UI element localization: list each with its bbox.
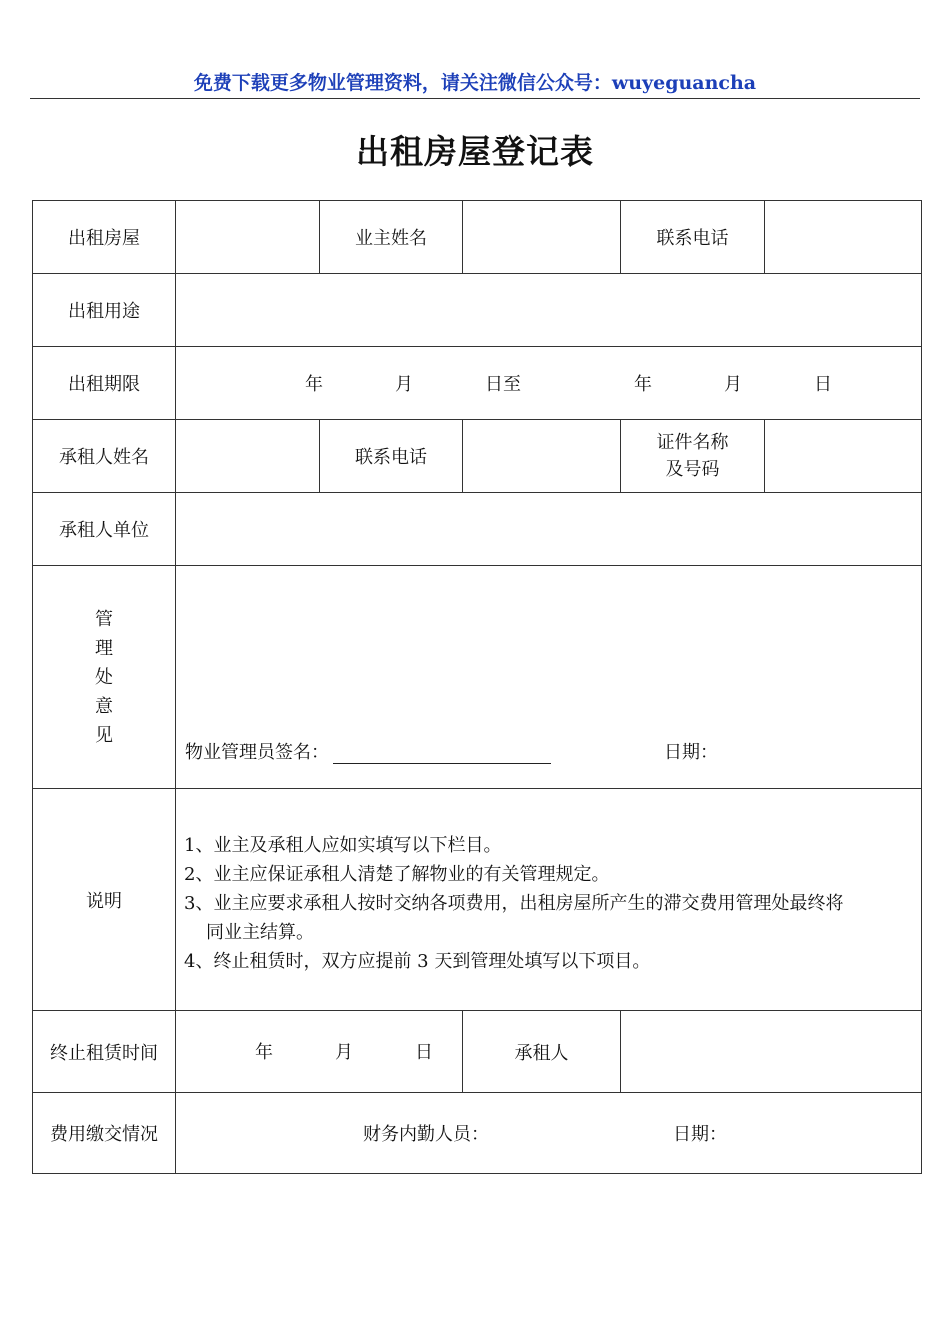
label-id-line1: 证件名称 <box>656 432 729 453</box>
label-termination-time: 终止租赁时间 <box>33 1011 176 1093</box>
label-owner-phone: 联系电话 <box>621 201 765 274</box>
label-termination-tenant: 承租人 <box>463 1011 621 1093</box>
period-year2: 年 <box>634 374 652 395</box>
notes-content <box>176 789 922 1011</box>
label-tenant-unit: 承租人单位 <box>33 493 176 566</box>
label-tenant-name: 承租人姓名 <box>33 420 176 493</box>
field-owner-phone[interactable] <box>765 201 922 274</box>
row-tenant <box>33 420 922 493</box>
field-management-opinion[interactable] <box>176 566 922 789</box>
termination-day: 日 <box>415 1042 433 1063</box>
note-item: 3、业主应要求承租人按时交纳各项费用，出租房屋所产生的滞交费用管理处最终将 <box>184 893 844 914</box>
row-house <box>33 201 922 274</box>
field-rental-use[interactable] <box>176 274 922 347</box>
note-item: 2、业主应保证承租人清楚了解物业的有关管理规定。 <box>184 864 610 885</box>
field-rental-period[interactable] <box>176 347 922 420</box>
label-id-line2: 及号码 <box>665 459 720 480</box>
banner-text: 免费下载更多物业管理资料，请关注微信公众号：wuyeguancha <box>193 72 757 94</box>
signature-area <box>185 738 551 764</box>
field-termination-tenant[interactable] <box>621 1011 922 1093</box>
field-owner-name[interactable] <box>463 201 621 274</box>
note-item: 同业主结算。 <box>206 922 314 943</box>
termination-year: 年 <box>255 1042 273 1063</box>
row-notes <box>33 789 922 1011</box>
registration-form-table <box>32 200 922 1174</box>
field-termination-date[interactable] <box>176 1011 463 1093</box>
label-rental-use: 出租用途 <box>33 274 176 347</box>
fee-date-label: 日期： <box>673 1124 727 1145</box>
label-owner-name: 业主姓名 <box>320 201 463 274</box>
page-title: 出租房屋登记表 <box>356 132 594 171</box>
opinion-char: 理 <box>95 637 113 659</box>
label-management-opinion <box>33 566 176 789</box>
field-fee-payment[interactable] <box>176 1093 922 1174</box>
row-termination <box>33 1011 922 1093</box>
opinion-char: 处 <box>95 666 113 688</box>
field-id-number[interactable] <box>765 420 922 493</box>
period-month1: 月 <box>395 374 413 395</box>
signature-line[interactable] <box>333 745 551 764</box>
opinion-date-label: 日期： <box>664 742 718 763</box>
signature-label: 物业管理员签名： <box>185 742 329 763</box>
note-item: 4、终止租赁时，双方应提前 3 天到管理处填写以下项目。 <box>184 951 651 972</box>
field-tenant-unit[interactable] <box>176 493 922 566</box>
period-day2: 日 <box>814 374 832 395</box>
row-unit <box>33 493 922 566</box>
opinion-char: 意 <box>95 695 113 717</box>
row-opinion <box>33 566 922 789</box>
field-rental-house[interactable] <box>176 201 320 274</box>
label-rental-period: 出租期限 <box>33 347 176 420</box>
row-period <box>33 347 922 420</box>
termination-month: 月 <box>335 1042 353 1063</box>
period-day-to: 日至 <box>485 374 521 395</box>
finance-staff-label: 财务内勤人员： <box>363 1124 489 1145</box>
label-notes: 说明 <box>33 789 176 1011</box>
row-use <box>33 274 922 347</box>
label-tenant-phone: 联系电话 <box>320 420 463 493</box>
note-item: 1、业主及承租人应如实填写以下栏目。 <box>184 835 502 856</box>
field-tenant-phone[interactable] <box>463 420 621 493</box>
label-rental-house: 出租房屋 <box>33 201 176 274</box>
period-month2: 月 <box>724 374 742 395</box>
label-fee-payment: 费用缴交情况 <box>33 1093 176 1174</box>
label-id-type-number <box>621 420 765 493</box>
field-tenant-name[interactable] <box>176 420 320 493</box>
opinion-char: 管 <box>95 608 113 630</box>
header-banner <box>30 66 920 99</box>
opinion-char: 见 <box>95 724 113 746</box>
period-year1: 年 <box>305 374 323 395</box>
row-fees <box>33 1093 922 1174</box>
